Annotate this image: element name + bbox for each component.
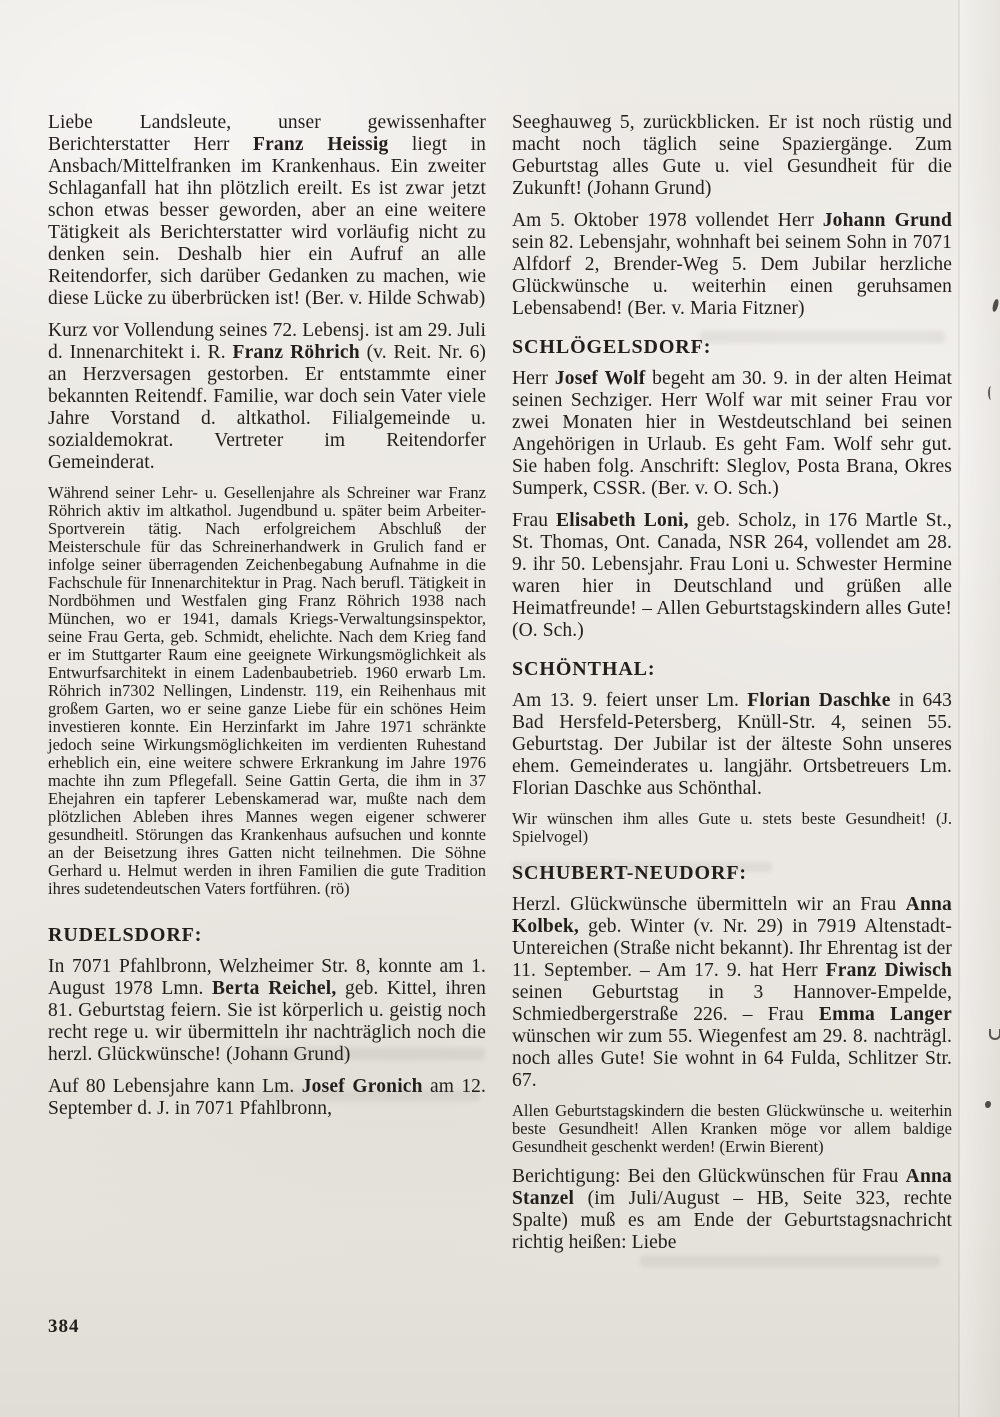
page-number: 384 bbox=[48, 1316, 80, 1337]
left-column bbox=[48, 112, 486, 1130]
paragraph-berichtigung-stanzel: Berichtigung: Bei den Glückwünschen für Frau Anna Stanzel (im Juli/August – HB, Seite 323, rechte Spalte) muß es am Ende der Geburtstagsnachricht richtig heißen: Liebe bbox=[512, 1166, 952, 1253]
paragraph-roehrich-biography: Während seiner Lehr- u. Gesellenjahre als Schreiner war Franz Röhrich aktiv im altkathol. Jugendbund u. später beim Arbeiter-Sportverein tätig. Nach erfolgreichem Abschluß der Meisterschule für das Schreinerhandwerk in Grulich fand er infolge seiner überragenden Zeichenbegabung Aufnahme in die Fachschule für Innenarchitektur in Prag. Nach berufl. Tätigkeit in Nordböhmen und Westfalen ging Franz Röhrich 1938 nach München, wo er 1941, damals Kriegs-Verwaltungsinspektor, seine Frau Gerta, geb. Schmidt, ehelichte. Nach dem Krieg fand er im Stuttgarter Raum eine geeignete Wirkungsmöglichkeit als Entwurfsarchitekt in einem Ladenbaubetrieb. 1960 erwarb Lm. Röhrich in7302 Nellingen, Lindenstr. 119, ein Reihenhaus mit großem Garten, wo er seine ganze Liebe für ein schönes Heim investieren konnte. Ein Herzinfarkt im Jahre 1971 schränkte jedoch seine Wirkungsmöglichkeiten im verdienten Ruhestand erheblich ein, eine weitere schwere Erkrankung im Jahre 1976 machte ihn zum Pflegefall. Seine Gattin Gerta, die ihm in 37 Ehejahren ein tapferer Lebenskamerad war, mußte nach dem plötzlichen Ableben ihres Mannes wegen eigener schwerer gesundheitl. Störungen das Krankenhaus aufsuchen und konnte an der Beisetzung ihres Gatten nicht teilnehmen. Die Söhne Gerhard u. Helmut werden in ihren Familien die gute Tradition ihres sudetendeutschen Vaters fortführen. (rö) bbox=[48, 483, 486, 898]
section-heading-schloegelsdorf: SCHLÖGELSDORF: bbox=[512, 336, 712, 358]
scan-crease-line bbox=[958, 0, 960, 1417]
scan-edge-shading bbox=[960, 0, 1000, 1417]
paragraph-josef-wolf: Herr Josef Wolf begeht am 30. 9. in der alten Heimat seinen Sechziger. Herr Wolf war mit seiner Frau vor zwei Monaten hier in Westdeutschland bei seinen Angehörigen in Urlaub. Es geht Fam. Wolf sehr gut. Sie haben folg. Anschrift: Sleglov, Posta Brana, Okres Sumperk, CSSR. (Ber. v. O. Sch.) bbox=[512, 368, 953, 499]
paragraph-kolbek-diwisch-langer: Herzl. Glückwünsche übermitteln wir an Frau Anna Kolbek, geb. Winter (v. Nr. 29) in 7919 Altenstadt-Untereichen (Straße nicht bekannt). Ihr Ehrentag ist der 11. September. – Am 17. 9. hat Herr Franz Diwisch seinen Geburtstag in 3 Hannover-Empelde, Schmiedbergerstraße 226. – Frau Emma Langer wünschen wir zum 55. Wiegenfest am 29. 8. nachträgl. noch alles Gute! Sie wohnt in 64 Fulda, Schlitzer Str. 67. bbox=[512, 894, 952, 1091]
paragraph-heissig-report: Liebe Landsleute, unser gewissenhafter Berichterstatter Herr Franz Heissig liegt in Ansbach/Mittelfranken im Krankenhaus. Ein zweiter Schlaganfall hat ihn plötzlich ereilt. Es ist zwar jetzt schon etwas besser geworden, aber an eine weitere Tätigkeit als Berichterstatter wird vorläufig nicht zu denken sein. Deshalb hier ein Aufruf an alle Reitendorfer, sich darüber Gedanken zu machen, wie diese Lücke zu überbrücken ist! (Ber. v. Hilde Schwab) bbox=[48, 112, 486, 309]
section-heading-schoenthal: SCHÖNTHAL: bbox=[512, 658, 656, 680]
ink-speck bbox=[988, 386, 994, 400]
ink-speck bbox=[989, 1029, 1000, 1040]
paragraph-berta-reichel: In 7071 Pfahlbronn, Welzheimer Str. 8, konnte am 1. August 1978 Lmn. Berta Reichel, geb. Kittel, ihren 81. Geburtstag feiern. Sie ist körperlich u. geistig noch recht rege u. wir übermitteln ihr nachträglich noch die herzl. Glückwünsche! (Johann Grund) bbox=[48, 956, 487, 1065]
paragraph-josef-gronich: Auf 80 Lebensjahre kann Lm. Josef Gronich am 12. September d. J. in 7071 Pfahlbronn, bbox=[48, 1076, 486, 1119]
paragraph-johann-grund: Am 5. Oktober 1978 vollendet Herr Johann Grund sein 82. Lebensjahr, wohnhaft bei seinem Sohn in 7071 Alfdorf 2, Brender-Weg 5. Dem Jubilar herzliche Glückwünsche u. weiterhin einen geruhsamen Lebensabend! (Ber. v. Maria Fitzner) bbox=[512, 210, 952, 319]
paragraph-florian-daschke: Am 13. 9. feiert unser Lm. Florian Daschke in 643 Bad Hersfeld-Petersberg, Knüll-Str. 4, seinen 55. Geburtstag. Der Jubilar ist der älteste Sohn unseres ehem. Gemeinderates u. langjähr. Ortsbetreuers Lm. Florian Daschke aus Schönthal. bbox=[512, 690, 952, 799]
paragraph-roehrich-obituary: Kurz vor Vollendung seines 72. Lebensj. ist am 29. Juli d. Innenarchitekt i. R. Franz Röhrich (v. Reit. Nr. 6) an Herzversagen gestorben. Er entstammte einer bekannten Reitendf. Familie, war doch sein Vater viele Jahre Vorstand d. altkathol. Filialgemeinde u. sozialdemokrat. Vertreter im Reitendorfer Gemeinderat. bbox=[48, 320, 487, 473]
note-bierent-wishes: Allen Geburtstagskindern die besten Glückwünsche u. weiterhin beste Gesundheit! Allen Kranken möge vor allem baldige Gesundheit geschenkt werden! (Erwin Bierent) bbox=[512, 1101, 952, 1156]
note-daschke-wishes: Wir wünschen ihm alles Gute u. stets beste Gesundheit! (J. Spielvogel) bbox=[512, 809, 952, 846]
section-heading-rudelsdorf: RUDELSDORF: bbox=[48, 924, 203, 946]
paragraph-elisabeth-loni: Frau Elisabeth Loni, geb. Scholz, in 176 Martle St., St. Thomas, Ont. Canada, NSR 264, vollendet am 28. 9. ihr 50. Lebensjahr. Frau Loni u. Schwester Hermine waren hier in Deutschland und grüßen alle Heimatfreunde! – Allen Geburtstagskindern alles Gute! (O. Sch.) bbox=[512, 510, 952, 641]
right-column bbox=[512, 112, 952, 1264]
section-heading-schubert-neudorf: SCHUBERT-NEUDORF: bbox=[512, 862, 747, 884]
paragraph-seeghauweg-continuation: Seeghauweg 5, zurückblicken. Er ist noch rüstig und macht noch täglich seine Spaziergänge. Zum Geburtstag alles Gute u. viel Gesundheit für die Zukunft! (Johann Grund) bbox=[512, 112, 952, 199]
